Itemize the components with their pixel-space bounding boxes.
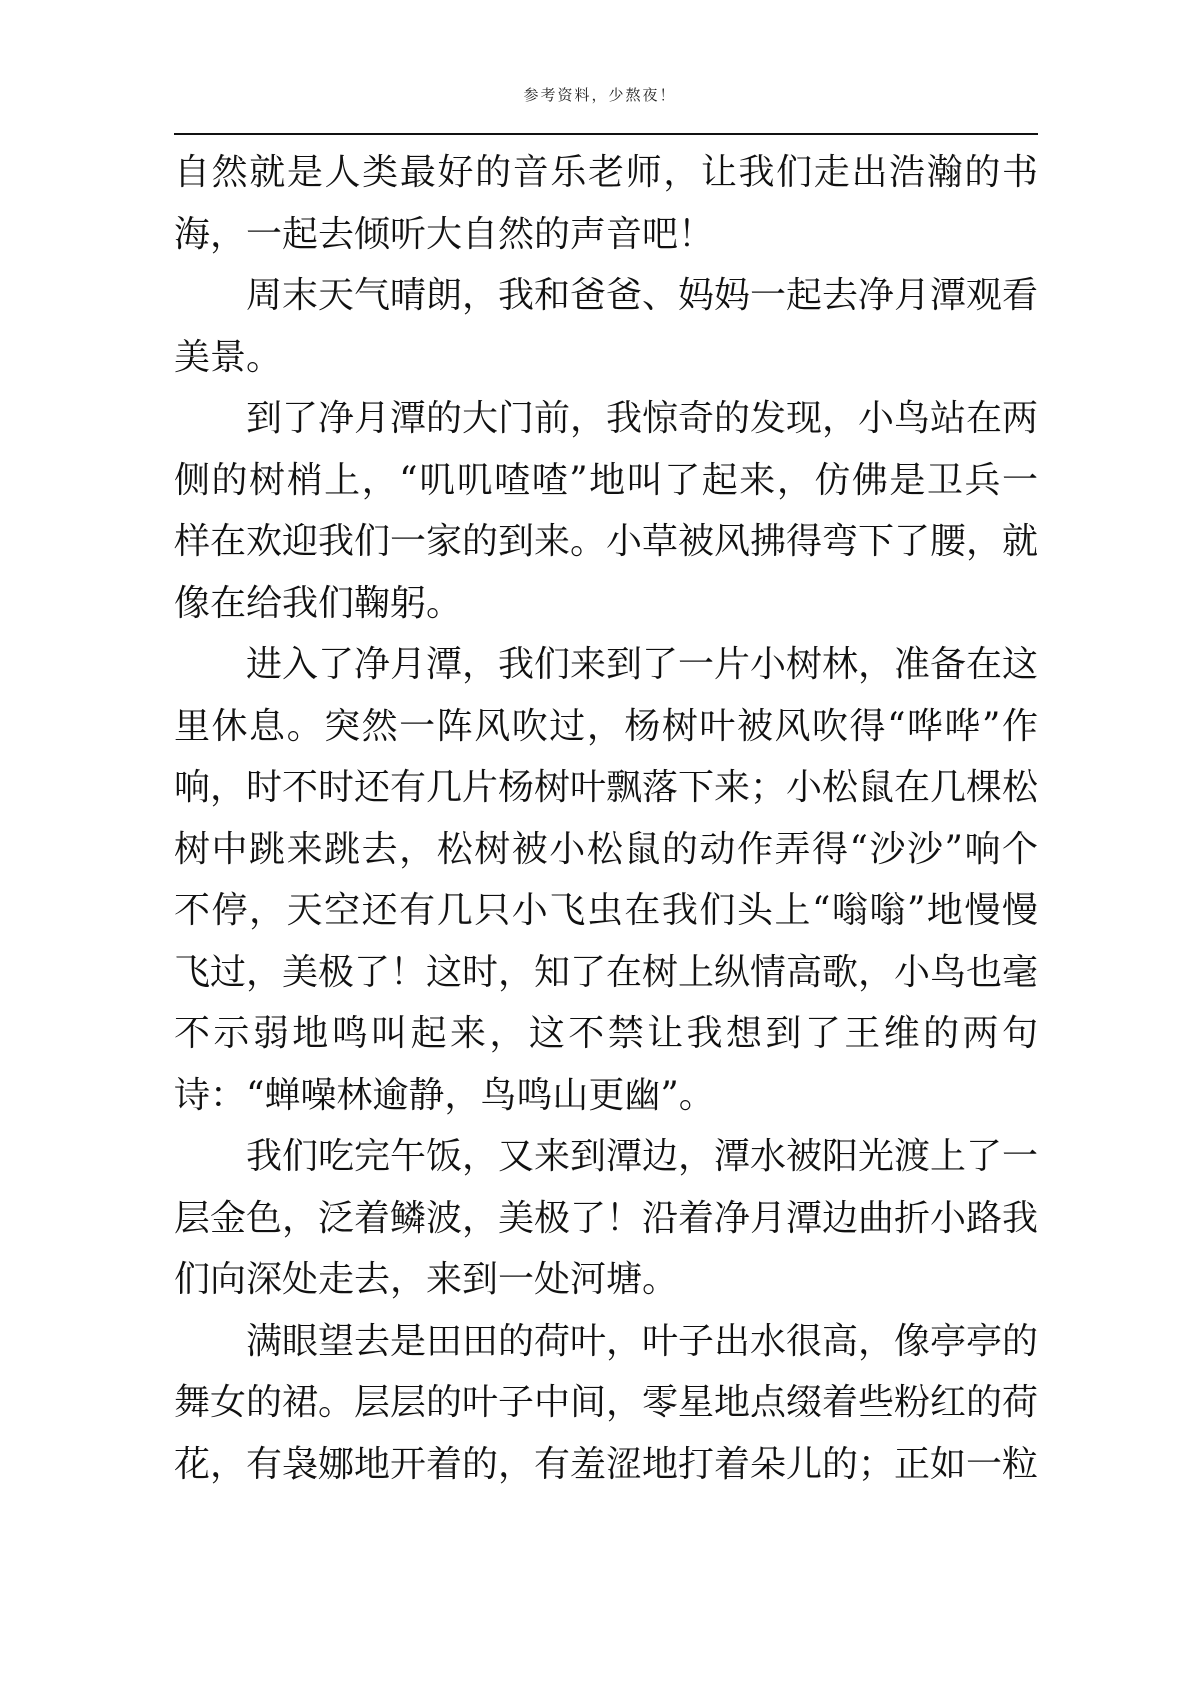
page-header: 参考资料，少熬夜！ (523, 86, 677, 104)
document-body (174, 142, 1038, 1495)
paragraph: 满眼望去是田田的荷叶，叶子出水很高，像亭亭的舞女的裙。层层的叶子中间，零星地点缀着些粉红的荷花，有袅娜地开着的，有羞涩地打着朵儿的；正如一粒 (174, 1320, 1039, 1485)
header-divider (174, 133, 1038, 135)
paragraph: 自然就是人类最好的音乐老师，让我们走出浩瀚的书海，一起去倾听大自然的声音吧！ (174, 152, 1038, 255)
paragraph: 周末天气晴朗，我和爸爸、妈妈一起去净月潭观看美景。 (174, 275, 1039, 378)
paragraph: 到了净月潭的大门前，我惊奇的发现，小鸟站在两侧的树梢上，“叽叽喳喳”地叫了起来，仿佛是卫兵一样在欢迎我们一家的到来。小草被风拂得弯下了腰，就像在给我们鞠躬。 (174, 398, 1039, 624)
paragraph: 进入了净月潭，我们来到了一片小树林，准备在这里休息。突然一阵风吹过，杨树叶被风吹得“哗哗”作响，时不时还有几片杨树叶飘落下来；小松鼠在几棵松树中跳来跳去，松树被小松鼠的动作弄得“沙沙”响个不停，天空还有几只小飞虫在我们头上“嗡嗡”地慢慢飞过，美极了！这时，知了在树上纵情高歌，小鸟也毫不示弱地鸣叫起来，这不禁让我想到了王维的两句诗：“蝉噪林逾静，鸟鸣山更幽”。 (174, 644, 1039, 1116)
paragraph: 我们吃完午饭，又来到潭边，潭水被阳光渡上了一层金色，泛着鳞波，美极了！沿着净月潭边曲折小路我们向深处走去，来到一处河塘。 (174, 1136, 1039, 1300)
